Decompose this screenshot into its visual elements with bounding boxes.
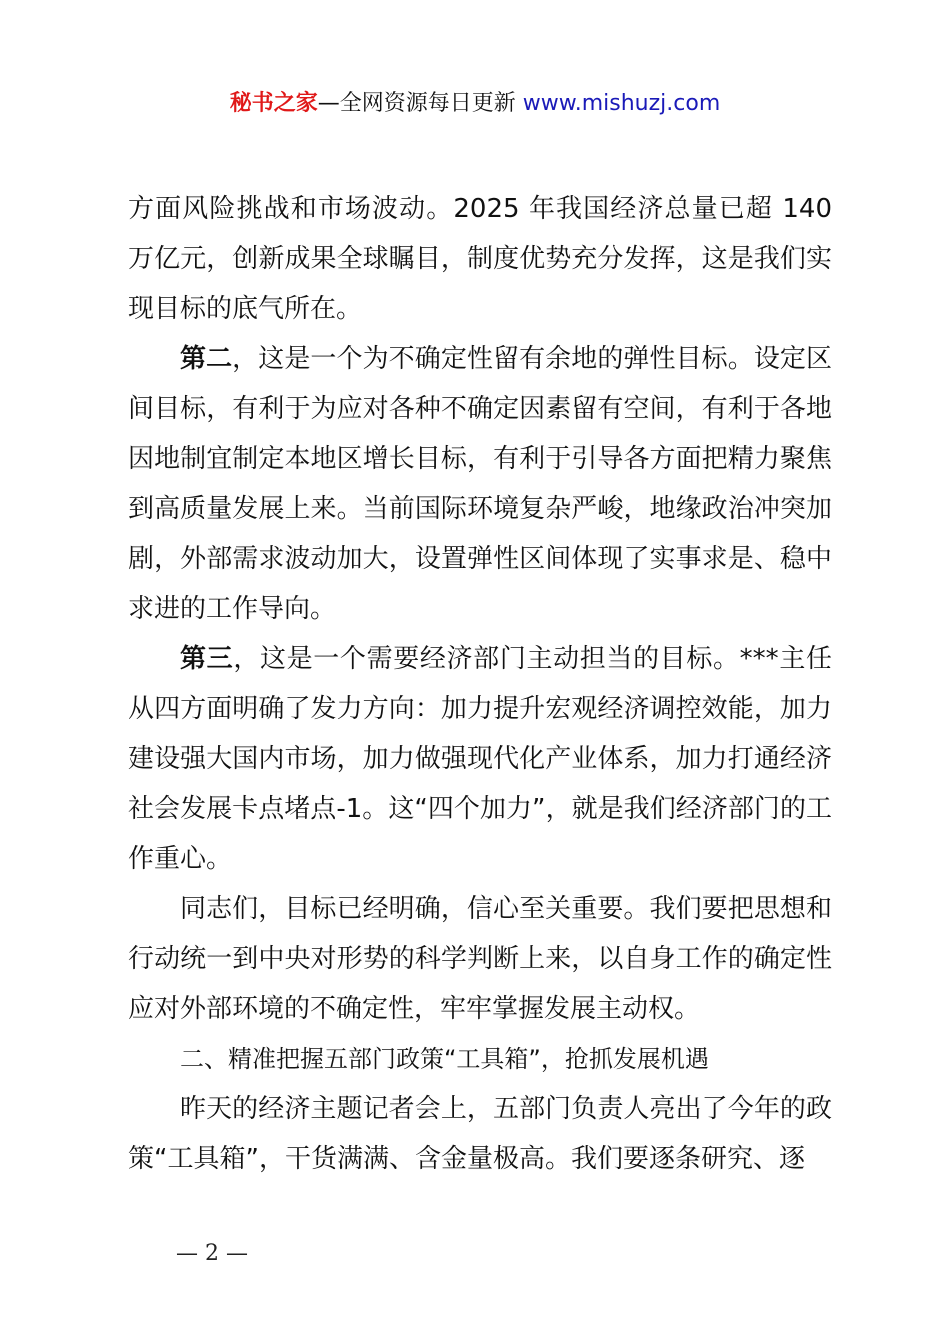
site-tagline: —全网资源每日更新 [317,91,516,116]
paragraph [128,634,832,884]
paragraph-text: 方面风险挑战和市场波动。2025 年我国经济总量已超 140 万亿元，创新成果全球瞩目，制度优势充分发挥，这是我们实现目标的底气所在。 [128,194,832,324]
paragraph [128,184,832,334]
page-number: — 2 — [176,1241,248,1266]
paragraph [128,334,832,634]
document-body [128,184,832,1184]
site-url-link[interactable]: www.mishuzj.com [522,91,721,116]
paragraph-lead: 第二 [180,344,233,374]
section-heading-text: 二、精准把握五部门政策“工具箱”，抢抓发展机遇 [180,1045,709,1073]
paragraph-lead: 第三 [180,644,234,674]
paragraph-text: ，这是一个为不确定性留有余地的弹性目标。设定区间目标，有利于为应对各种不确定因素留有空间，有利于各地因地制宜制定本地区增长目标，有利于引导各方面把精力聚焦到高质量发展上来。当前国际环境复杂严峻，地缘政治冲突加剧，外部需求波动加大，设置弹性区间体现了实事求是、稳中求进的工作导向。 [128,344,832,624]
section-heading [128,1034,832,1084]
paragraph-text: 同志们，目标已经明确，信心至关重要。我们要把思想和行动统一到中央对形势的科学判断上来，以自身工作的确定性应对外部环境的不确定性，牢牢掌握发展主动权。 [128,894,832,1024]
paragraph [128,1084,832,1184]
site-header [0,86,950,122]
paragraph [128,884,832,1034]
paragraph-text: ，这是一个需要经济部门主动担当的目标。***主任从四方面明确了发力方向：加力提升宏观经济调控效能，加力建设强大国内市场，加力做强现代化产业体系，加力打通经济社会发展卡点堵点-1。这“四个加力”，就是我们经济部门的工作重心。 [128,644,832,874]
paragraph-text: 昨天的经济主题记者会上，五部门负责人亮出了今年的政策“工具箱”，干货满满、含金量极高。我们要逐条研究、逐 [128,1094,832,1174]
site-brand: 秘书之家 [229,91,318,116]
